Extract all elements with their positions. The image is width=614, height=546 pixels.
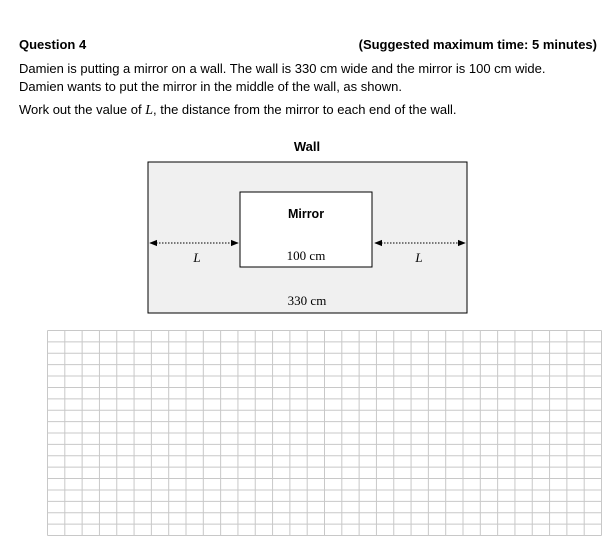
question-text-line-2: Damien wants to put the mirror in the middle of the wall, as shown. [19, 79, 402, 94]
wall-width-label: 330 cm [287, 293, 327, 308]
working-grid[interactable] [47, 330, 602, 536]
left-gap-label: L [193, 250, 201, 265]
instruction-text-end: , the distance from the mirror to each end of the wall. [153, 102, 457, 117]
suggested-time: (Suggested maximum time: 5 minutes) [358, 37, 597, 52]
variable-l: L [145, 103, 154, 118]
question-text-line-1: Damien is putting a mirror on a wall. The wall is 330 cm wide and the mirror is 100 cm wide. [19, 61, 546, 76]
instruction-text-start: Work out the value of [19, 102, 146, 117]
question-number: Question 4 [19, 37, 87, 52]
right-gap-label: L [415, 250, 423, 265]
mirror-width-label: 100 cm [286, 248, 326, 263]
mirror-label: Mirror [287, 207, 325, 221]
wall-label: Wall [293, 139, 321, 154]
